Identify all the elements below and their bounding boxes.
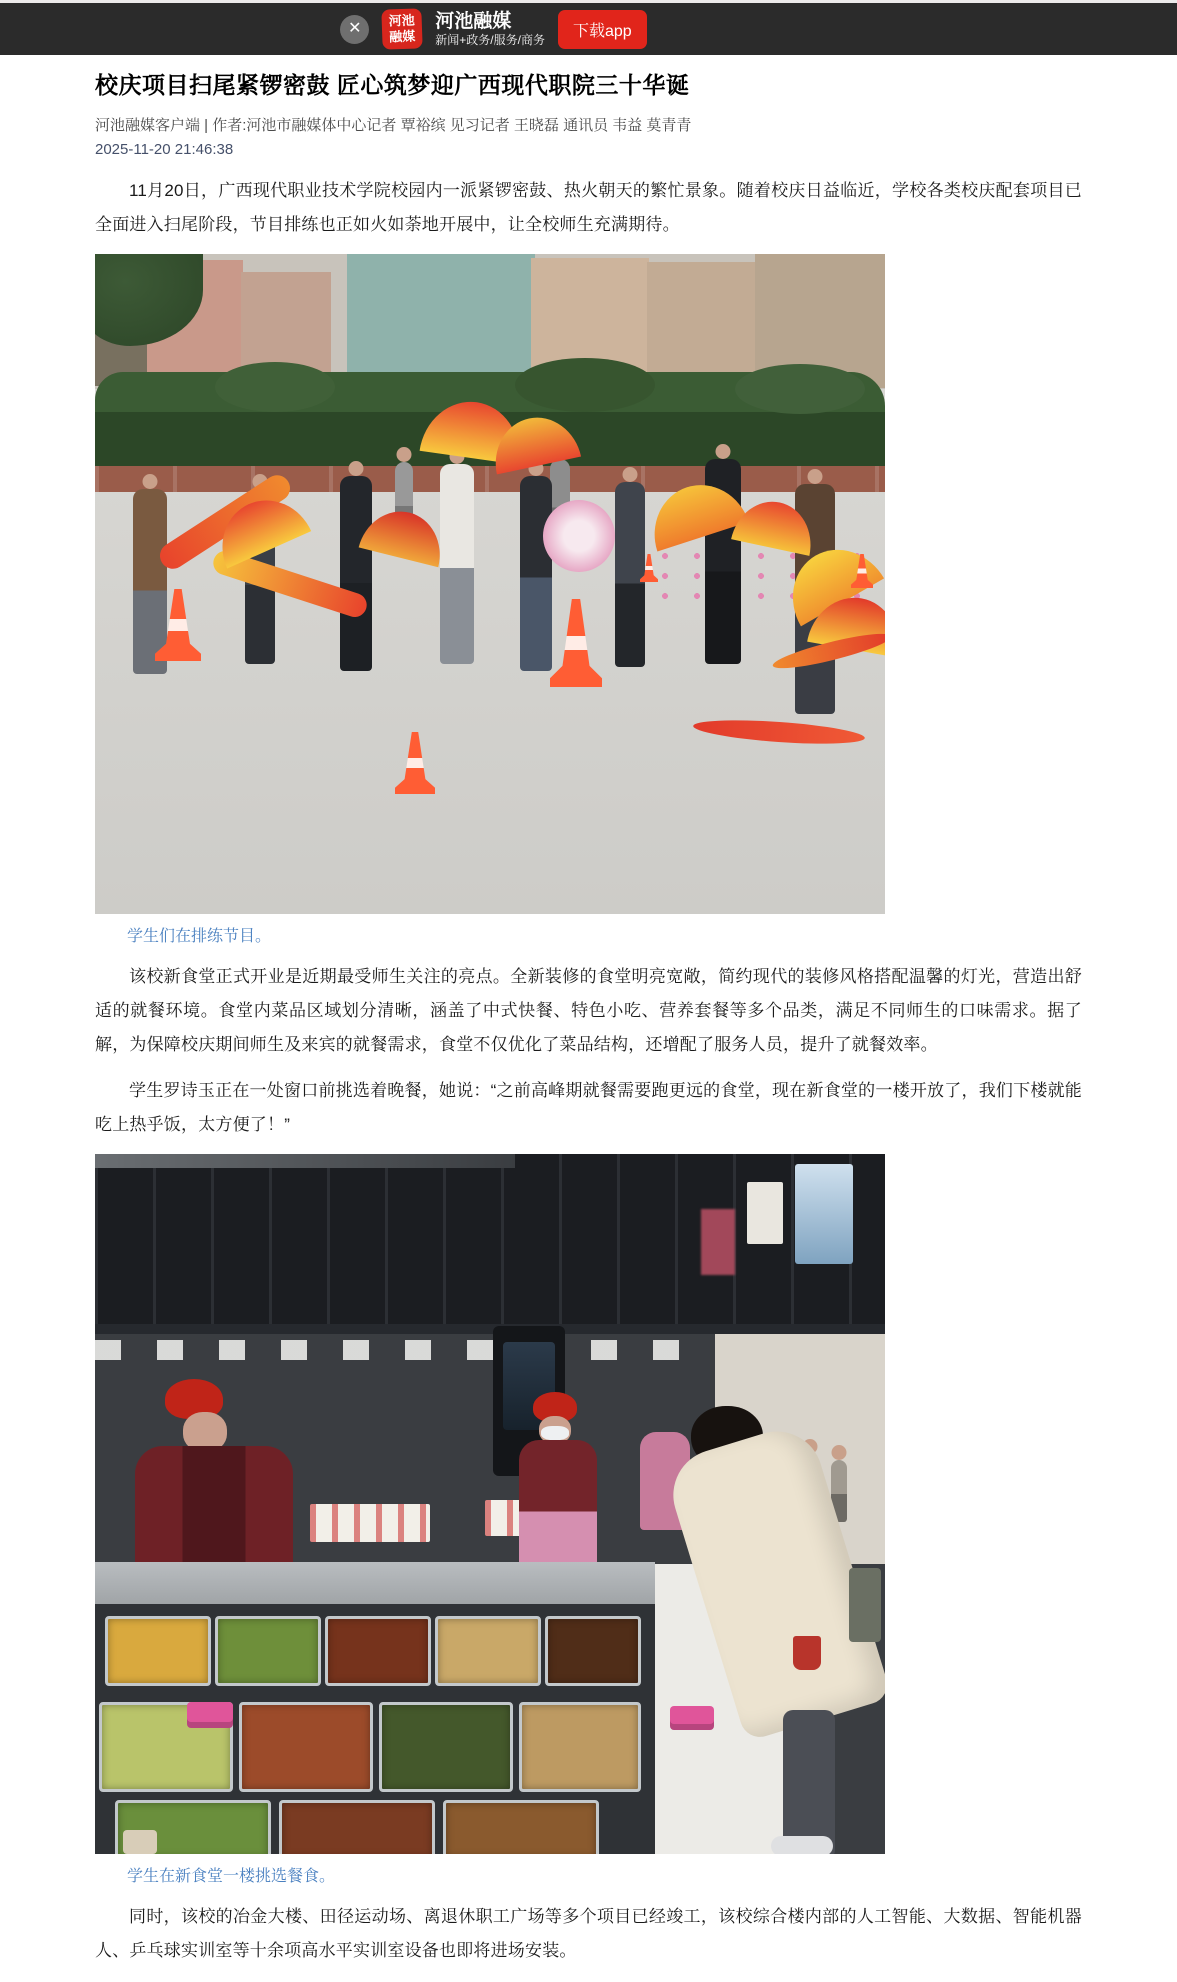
construction-building: [347, 254, 535, 389]
food-tray: [239, 1702, 373, 1792]
app-title-block: [435, 11, 545, 47]
hanging-menu-cards: [95, 1340, 715, 1360]
chopsticks-cup: [123, 1830, 157, 1854]
app-name: 河池融媒: [435, 10, 512, 32]
neon-sign: [701, 1209, 735, 1275]
counter-rail: [95, 1562, 655, 1606]
dancer-figure: [520, 476, 552, 671]
dancer-figure: [133, 489, 167, 674]
tree-canopy: [735, 364, 865, 414]
paragraph-3: 学生罗诗玉正在一处窗口前挑选着晚餐，她说：“之前高峰期就餐需要跑更远的食堂，现在新食堂的一楼开放了，我们下楼就能吃上热乎饭，太方便了！”: [95, 1081, 1082, 1134]
food-tray: [545, 1616, 641, 1686]
food-tray: [325, 1616, 431, 1686]
building: [647, 262, 759, 388]
article-photo-1: [95, 254, 885, 914]
trash-bin: [849, 1568, 881, 1642]
paragraph-1: 11月20日，广西现代职业技术学院校园内一派紧锣密鼓、热火朝天的繁忙景象。随着校庆日益临近，学校各类校庆配套项目已全面进入扫尾阶段，节目排练也正如火如荼地开展中，让全校师生充满期待。: [95, 181, 1082, 234]
dancer-figure: [440, 464, 474, 664]
logo-line-2: 融媒: [389, 28, 416, 45]
photo-2-caption: 学生在新食堂一楼挑选餐食。: [127, 1868, 336, 1885]
app-banner-content: [340, 9, 646, 49]
article-meta: [95, 114, 1082, 162]
canteen-staff: [519, 1440, 597, 1570]
pink-basket: [670, 1706, 714, 1730]
article-body: [95, 69, 1082, 1968]
menu-board: [795, 1164, 853, 1264]
red-bucket: [793, 1636, 821, 1670]
food-tray: [519, 1702, 641, 1792]
food-tray: [279, 1800, 435, 1854]
article-photo-2: [95, 1154, 885, 1854]
paragraph-4: 同时，该校的冶金大楼、田径运动场、离退休职工广场等多个项目已经竣工，该校综合楼内部的人工智能、大数据、智能机器人、乒乓球实训室等十余项高水平实训室设备也即将进场安装。: [95, 1907, 1082, 1960]
menu-board: [747, 1182, 783, 1244]
tree-canopy: [215, 362, 335, 412]
food-tray: [379, 1702, 513, 1792]
brick-wall: [95, 466, 885, 492]
hechi-rongmei-logo: [382, 8, 423, 49]
food-tray: [105, 1616, 211, 1686]
app-tagline: 新闻+政务/服务/商务: [435, 32, 545, 47]
download-app-button[interactable]: 下载app: [558, 10, 647, 49]
tree-canopy: [515, 358, 655, 412]
logo-line-1: 河池: [388, 12, 416, 29]
dancer-figure: [615, 482, 645, 667]
figure-1: [95, 254, 885, 948]
close-icon[interactable]: ✕: [340, 15, 369, 44]
round-fan-prop: [543, 500, 615, 572]
face-mask: [541, 1426, 569, 1440]
article-byline: 河池融媒客户端 | 作者:河池市融媒体中心记者 覃裕缤 见习记者 王晓磊 通讯员 韦益 莫青青: [95, 117, 692, 134]
photo-1-caption: 学生们在排练节目。: [127, 928, 272, 945]
food-tray: [215, 1616, 321, 1686]
app-download-banner: [0, 3, 1177, 55]
counter-banner: [310, 1504, 430, 1542]
dancer-figure: [340, 476, 372, 671]
student-shoe: [771, 1836, 833, 1854]
food-tray: [443, 1800, 599, 1854]
student-legs: [783, 1710, 835, 1854]
pink-basket: [187, 1702, 233, 1728]
article-date: 2025-11-20 21:46:38: [95, 141, 234, 158]
article-title: 校庆项目扫尾紧锣密鼓 匠心筑梦迎广西现代职院三十华诞: [95, 72, 690, 98]
figure-2: [95, 1154, 885, 1888]
ceiling-glare: [95, 1154, 515, 1168]
glass-frame: [95, 1324, 885, 1334]
paragraph-2: 该校新食堂正式开业是近期最受师生关注的亮点。全新装修的食堂明亮宽敞，简约现代的装修风格搭配温馨的灯光，营造出舒适的就餐环境。食堂内菜品区域划分清晰，涵盖了中式快餐、特色小吃、营养套餐等多个品类，满足不同师生的口味需求。据了解，为保障校庆期间师生及来宾的就餐需求，食堂不仅优化了菜品结构，还增配了服务人员，提升了就餐效率。: [95, 967, 1082, 1054]
food-tray: [435, 1616, 541, 1686]
